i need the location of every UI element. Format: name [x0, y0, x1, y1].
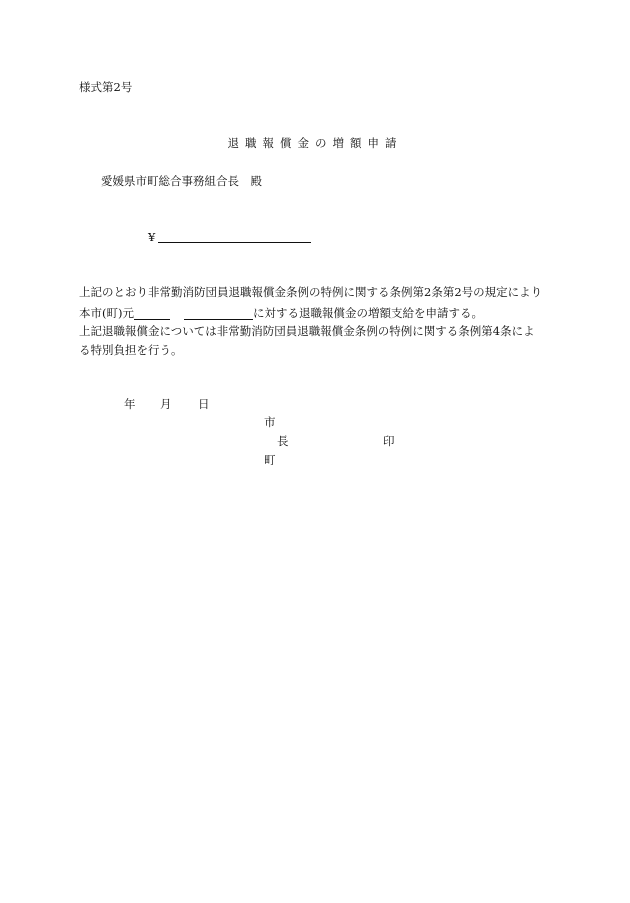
signature-mayor: 長 — [277, 434, 289, 448]
signature-town: 町 — [264, 453, 276, 467]
body-line-2-suffix: に対する退職報償金の増額支給を申請する。 — [252, 306, 483, 320]
body-line-4: る特別負担を行う。 — [79, 343, 183, 357]
addressee: 愛媛県市町総合事務組合長 殿 — [101, 174, 262, 188]
signature-seal: 印 — [383, 434, 395, 448]
yen-sign: ¥ — [148, 229, 156, 244]
document-title: 退職報償金の増額申請 — [227, 136, 403, 150]
rank-blank-line — [134, 309, 170, 320]
date-year: 年 — [124, 397, 136, 411]
signature-city: 市 — [264, 415, 276, 429]
name-blank-line — [184, 309, 253, 320]
body-line-1: 上記のとおり非常勤消防団員退職報償金条例の特例に関する条例第2条第2号の規定により — [79, 285, 543, 299]
date-day: 日 — [198, 397, 210, 411]
body-line-2-prefix: 本市(町)元 — [79, 306, 134, 320]
amount-blank-line — [158, 231, 311, 243]
amount-field — [148, 231, 311, 243]
date-month: 月 — [160, 397, 172, 411]
body-line-3: 上記退職報償金については非常勤消防団員退職報償金条例の特例に関する条例第4条によ — [79, 324, 535, 338]
form-number: 様式第2号 — [79, 80, 133, 94]
date-line — [124, 399, 210, 411]
body-line-2 — [79, 308, 483, 320]
